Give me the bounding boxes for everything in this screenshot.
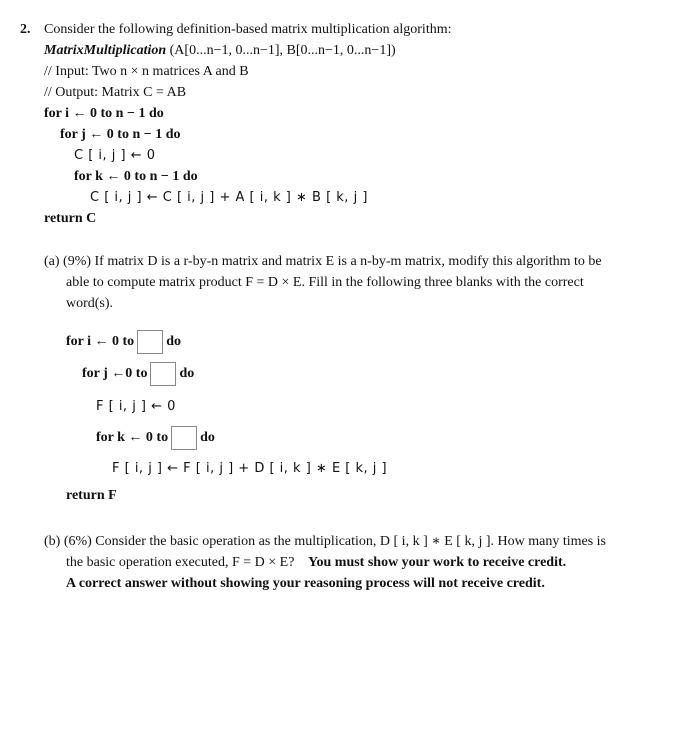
algorithm-name: MatrixMultiplication xyxy=(44,43,167,58)
part-a-return: return F xyxy=(66,488,117,503)
middle-for-suffix: do xyxy=(179,366,195,382)
code-init: C [ i, j ] ← 0 xyxy=(74,148,156,163)
blank-inner-upper-bound[interactable] xyxy=(171,426,197,450)
algorithm-signature xyxy=(44,42,396,60)
part-b-show-work: You must show your work to receive credit. xyxy=(307,555,567,570)
part-a-line-1: (a) (9%) If matrix D is a r-by-n matrix and matrix E is a n-by-m matrix, modify this algorithm to be xyxy=(44,254,602,269)
algorithm-params: (A[0...n−1, 0...n−1], B[0...n−1, 0...n−1]) xyxy=(169,43,396,58)
part-b-question: the basic operation executed, F = D × E? xyxy=(66,555,295,570)
outer-for-prefix: for i ← 0 to xyxy=(66,334,135,350)
input-comment: // Input: Two n × n matrices A and B xyxy=(44,64,249,79)
output-comment: // Output: Matrix C = AB xyxy=(44,85,187,100)
part-a-line-3: word(s). xyxy=(66,296,114,311)
middle-for-prefix: for j ←0 to xyxy=(82,366,148,382)
part-b-line-1: (b) (6%) Consider the basic operation as the multiplication, D [ i, k ] ∗ E [ k, j ]. How many times is xyxy=(44,534,607,549)
part-a-line-2: able to compute matrix product F = D × E. Fill in the following three blanks with the correct xyxy=(66,275,584,290)
code-outer-for: for i ← 0 to n − 1 do xyxy=(44,106,164,121)
problem-number: 2. xyxy=(20,22,31,37)
part-a-init: F [ i, j ] ← 0 xyxy=(96,399,176,414)
part-b-warning: A correct answer without showing your reasoning process will not receive credit. xyxy=(66,576,545,591)
blank-middle-upper-bound[interactable] xyxy=(150,362,176,386)
outer-for-suffix: do xyxy=(166,334,181,350)
code-return: return C xyxy=(44,211,97,226)
problem-intro: Consider the following definition-based matrix multiplication algorithm: xyxy=(44,22,452,37)
part-a-accumulate: F [ i, j ] ← F [ i, j ] + D [ i, k ] ∗ E [ k, j ] xyxy=(112,461,388,476)
inner-for-prefix: for k ← 0 to xyxy=(96,430,169,446)
code-middle-for: for j ← 0 to n − 1 do xyxy=(60,127,181,142)
code-inner-for: for k ← 0 to n − 1 do xyxy=(74,169,198,184)
code-accumulate: C [ i, j ] ← C [ i, j ] + A [ i, k ] ∗ B [ k, j ] xyxy=(90,190,368,205)
part-a-middle-for xyxy=(82,362,194,386)
inner-for-suffix: do xyxy=(200,430,215,446)
part-a-inner-for xyxy=(96,426,215,450)
blank-outer-upper-bound[interactable] xyxy=(137,330,163,354)
part-a-outer-for xyxy=(66,330,181,354)
part-b-line-2 xyxy=(66,554,566,572)
